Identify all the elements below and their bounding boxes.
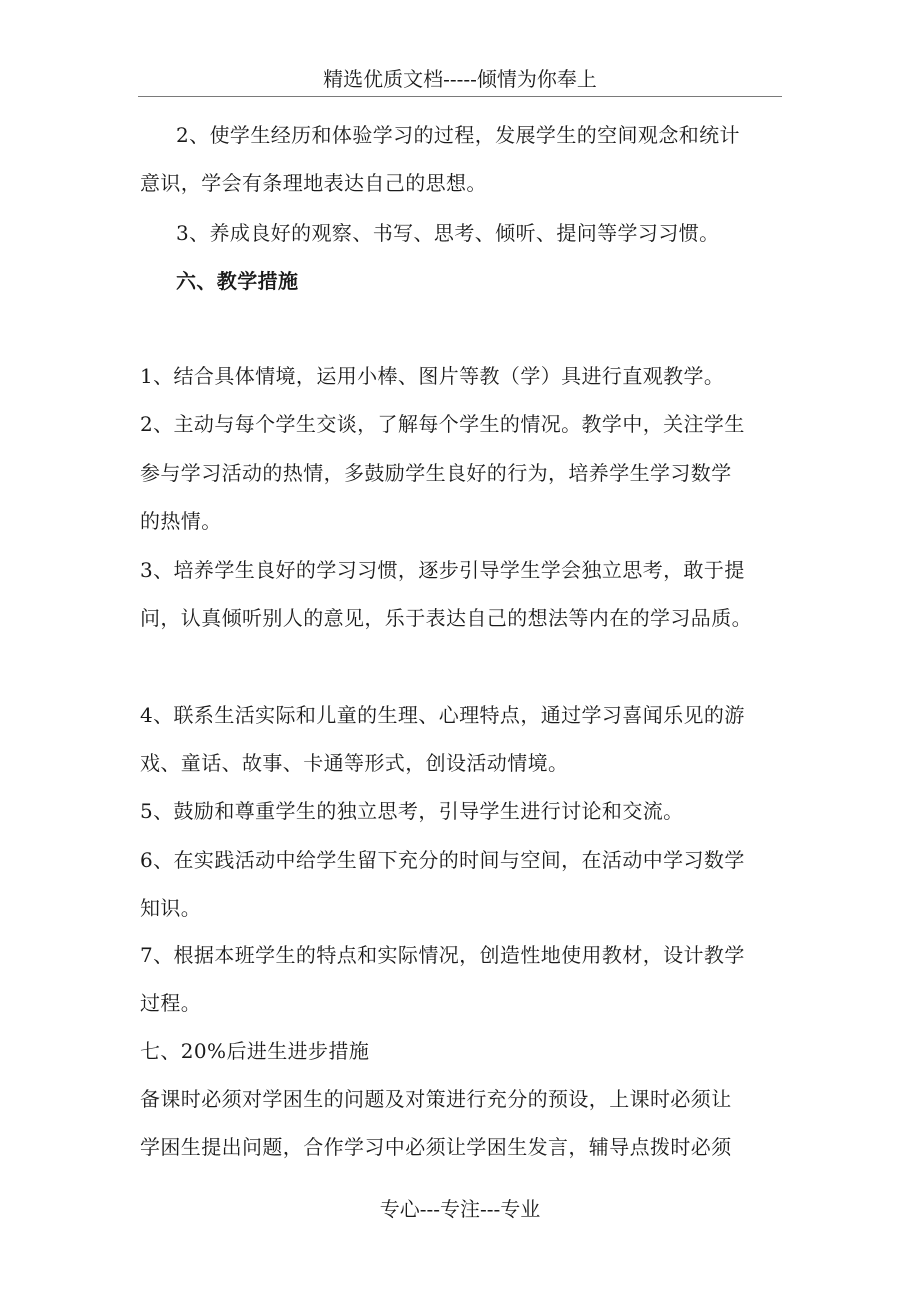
- paragraph-line: 6、在实践活动中给学生留下充分的时间与空间，在活动中学习数学: [140, 848, 745, 872]
- paragraph-line: 意识，学会有条理地表达自己的思想。: [140, 171, 487, 195]
- paragraph-line: 戏、童话、故事、卡通等形式，创设活动情境。: [140, 751, 569, 775]
- paragraph-line: 问，认真倾听别人的意见，乐于表达自己的想法等内在的学习品质。: [140, 606, 752, 630]
- paragraph-line: 参与学习活动的热情，多鼓励学生良好的行为，培养学生学习数学: [140, 461, 732, 485]
- paragraph-line: 1、结合具体情境，运用小棒、图片等教（学）具进行直观教学。: [140, 364, 725, 388]
- paragraph-line: 7、根据本班学生的特点和实际情况，创造性地使用教材，设计教学: [140, 943, 745, 967]
- paragraph-line: 3、养成良好的观察、书写、思考、倾听、提问等学习习惯。: [176, 221, 720, 245]
- paragraph-line: 2、使学生经历和体验学习的过程，发展学生的空间观念和统计: [176, 123, 740, 147]
- paragraph-line: 备课时必须对学困生的问题及对策进行充分的预设，上课时必须让: [140, 1087, 732, 1111]
- paragraph-line: 2、主动与每个学生交谈，了解每个学生的情况。教学中，关注学生: [140, 412, 745, 436]
- page-header: 精选优质文档-----倾情为你奉上: [138, 62, 782, 97]
- paragraph-line: 4、联系生活实际和儿童的生理、心理特点，通过学习喜闻乐见的游: [140, 703, 745, 727]
- paragraph-line: 知识。: [140, 896, 202, 920]
- section-heading: 七、20%后进生进步措施: [140, 1039, 370, 1063]
- paragraph-line: 5、鼓励和尊重学生的独立思考，引导学生进行讨论和交流。: [140, 799, 684, 823]
- page-footer: 专心---专注---专业: [379, 1197, 541, 1221]
- paragraph-line: 3、培养学生良好的学习习惯，逐步引导学生学会独立思考，敢于提: [140, 558, 745, 582]
- paragraph-line: 学困生提出问题，合作学习中必须让学困生发言，辅导点拨时必须: [140, 1135, 732, 1159]
- section-heading: 六、教学措施: [176, 269, 299, 293]
- paragraph-line: 过程。: [140, 991, 202, 1015]
- paragraph-line: 的热情。: [140, 509, 222, 533]
